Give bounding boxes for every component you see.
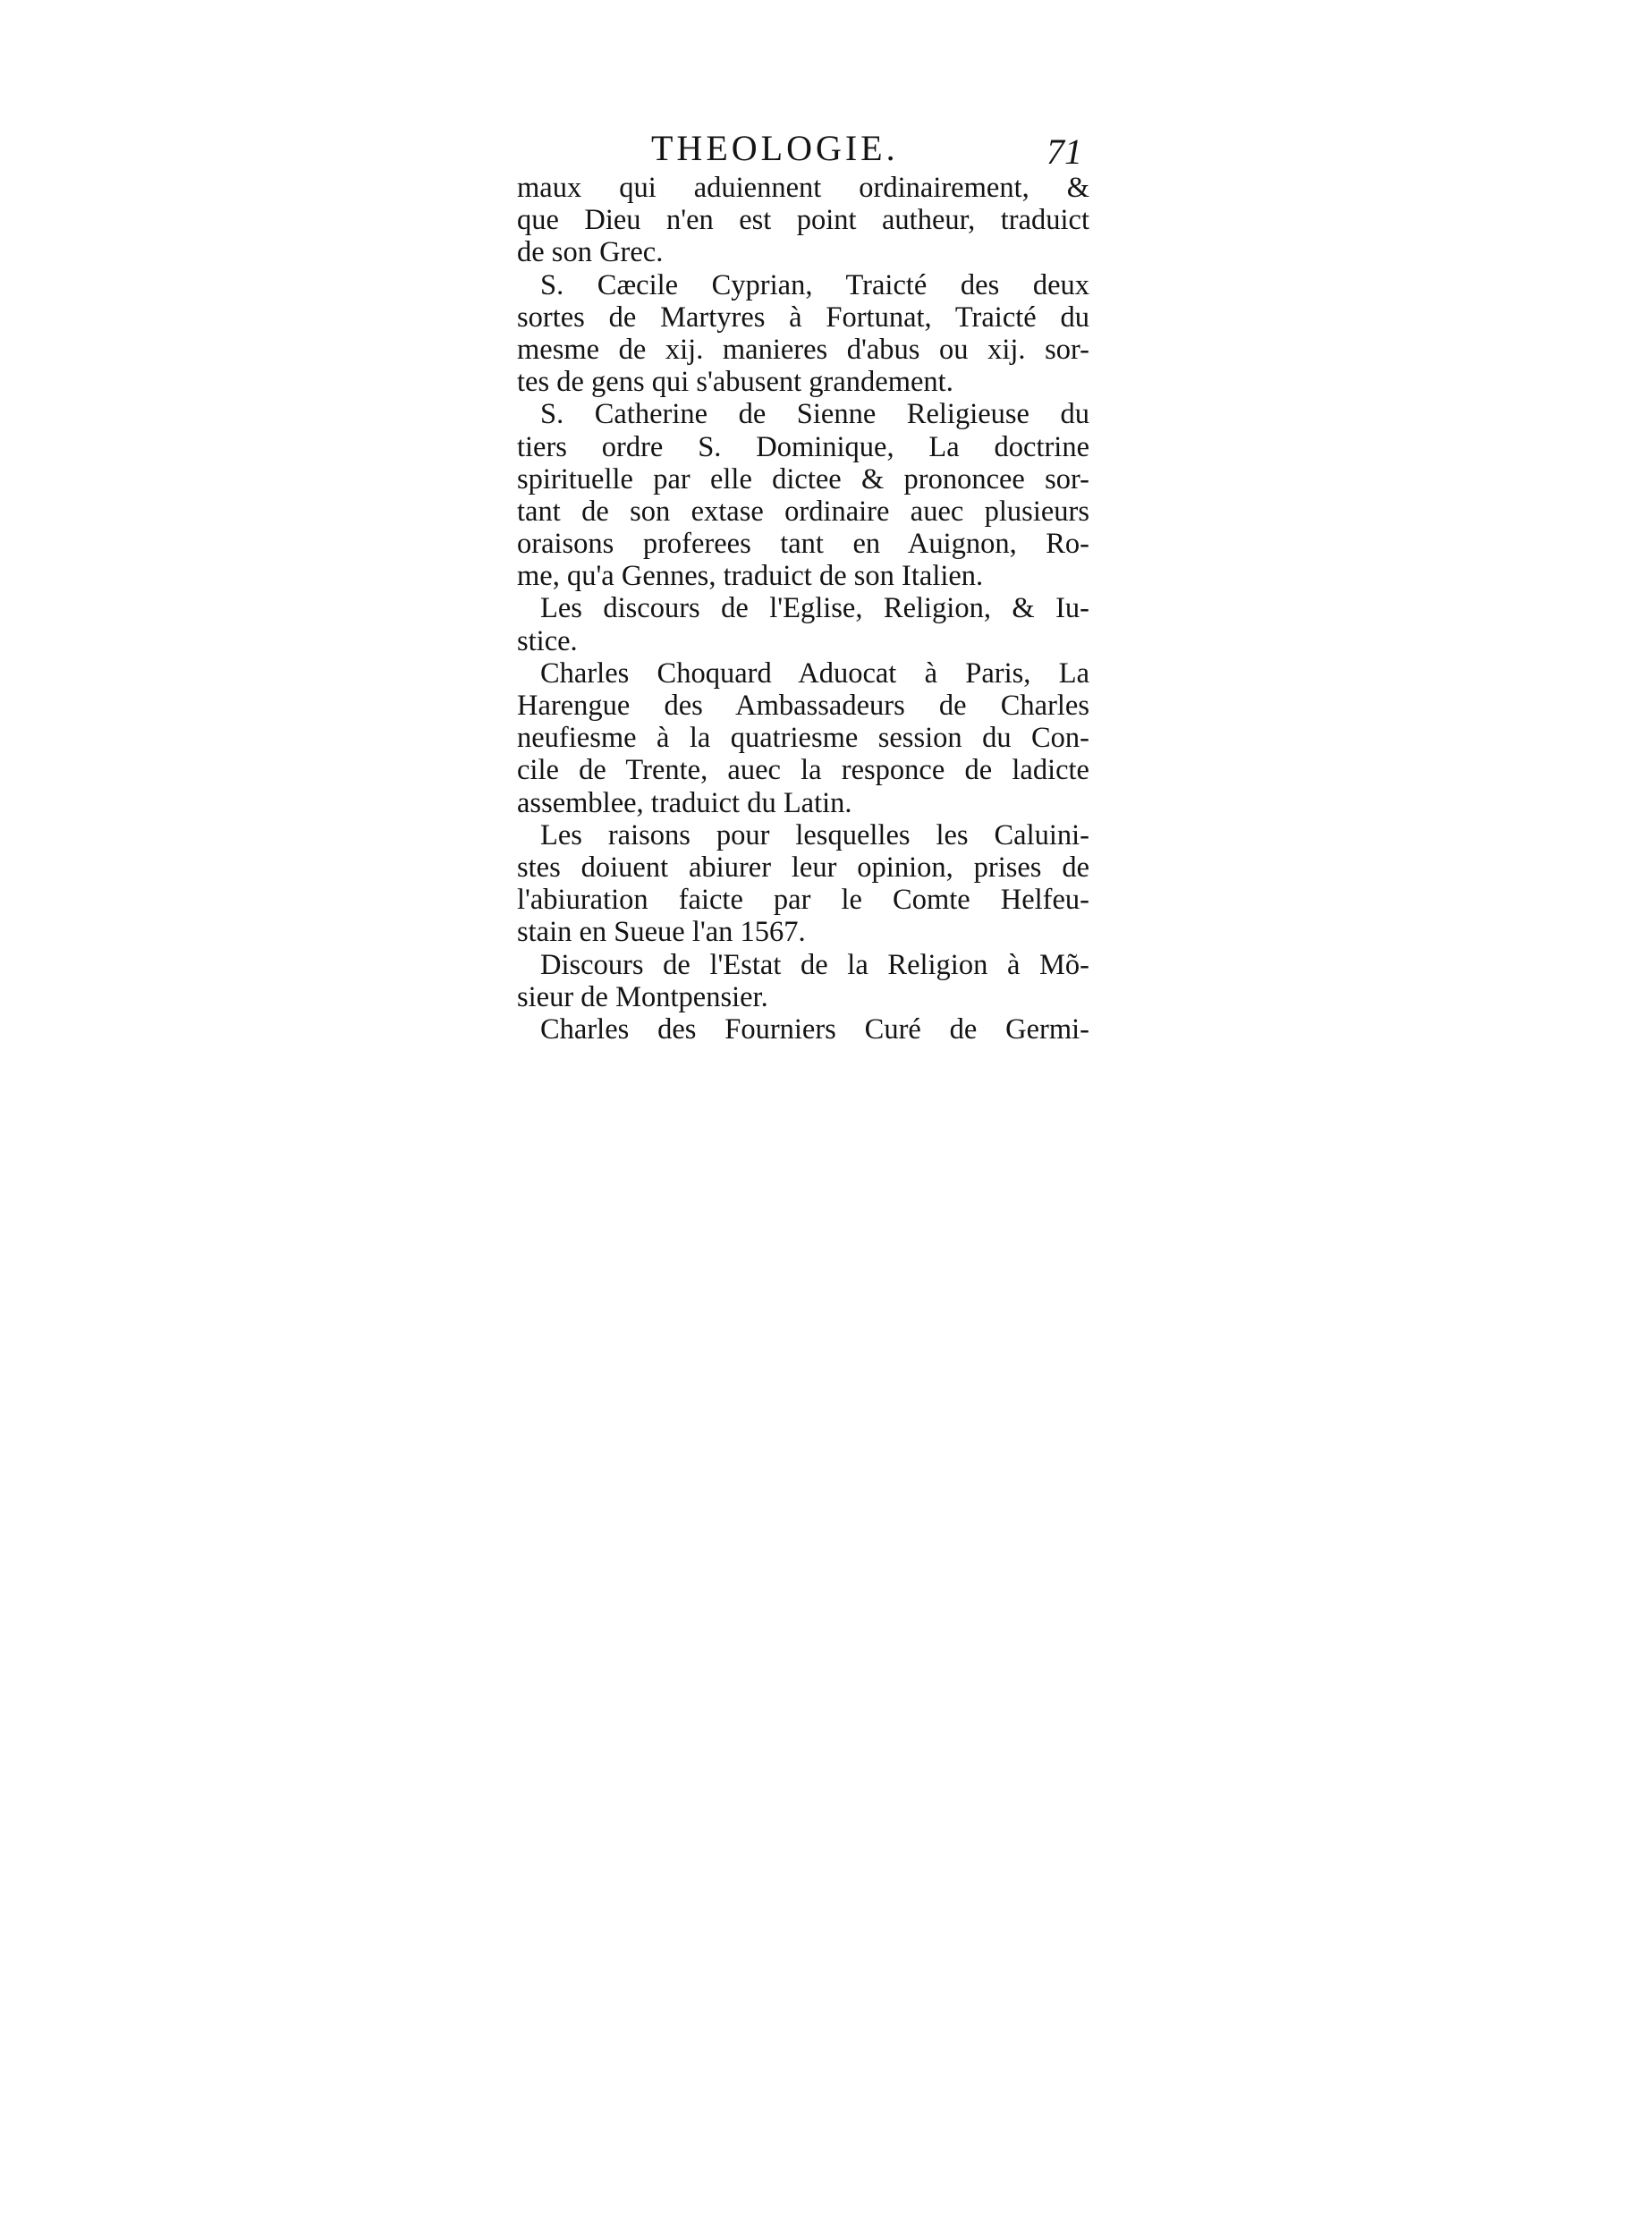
text-line: Charles des Fourniers Curé de Germi- (540, 1012, 1089, 1046)
bibliography-entry (517, 592, 1089, 656)
text-line: tant de son extase ordinaire auec plusieurs (517, 495, 1089, 528)
text-line: me, qu'a Gennes, traduict de son Italien. (517, 560, 984, 593)
text-line: Harengue des Ambassadeurs de Charles (517, 690, 1089, 722)
bibliography-entry (517, 172, 1089, 269)
page-number: 71 (1046, 131, 1082, 172)
text-line: Discours de l'Estat de la Religion à Mõ- (540, 948, 1089, 981)
running-title: THEOLOGIE. (651, 128, 899, 168)
bibliography-entry (517, 657, 1089, 819)
text-line: mesme de xij. manieres d'abus ou xij. sor- (517, 333, 1089, 366)
text-line: cile de Trente, auec la responce de ladicte (517, 754, 1089, 787)
text-line: Charles Choquard Aduocat à Paris, La (540, 656, 1089, 690)
text-line: sieur de Montpensier. (517, 980, 768, 1013)
text-line: assemblee, traduict du Latin. (517, 786, 852, 819)
text-line: tiers ordre S. Dominique, La doctrine (517, 430, 1089, 463)
text-line: tes de gens qui s'abusent grandement. (517, 366, 953, 399)
page-header (517, 125, 1089, 172)
bibliography-entry (517, 269, 1089, 399)
bibliography-entry (517, 949, 1089, 1013)
text-line: neufiesme à la quatriesme session du Con- (517, 722, 1089, 755)
text-line: Les raisons pour lesquelles les Caluini- (540, 818, 1089, 851)
text-line: oraisons proferees tant en Auignon, Ro- (517, 528, 1089, 561)
text-line: l'abiuration faicte par le Comte Helfeu- (517, 884, 1089, 917)
bibliography-entry (517, 1013, 1089, 1046)
text-line: stice. (517, 624, 578, 657)
text-block (517, 125, 1089, 1046)
text-line: stes doiuent abiurer leur opinion, prises de (517, 851, 1089, 884)
text-line: maux qui aduiennent ordinairement, & (517, 172, 1089, 204)
text-line: que Dieu n'en est point autheur, traduict (517, 204, 1089, 237)
text-line: Les discours de l'Eglise, Religion, & Iu- (540, 592, 1089, 625)
text-line: de son Grec. (517, 236, 664, 269)
text-line: S. Cæcile Cyprian, Traicté des deux (540, 268, 1089, 301)
text-line: S. Catherine de Sienne Religieuse du (540, 398, 1089, 431)
text-line: stain en Sueue l'an 1567. (517, 916, 806, 949)
text-line: sortes de Martyres à Fortunat, Traicté du (517, 301, 1089, 334)
bibliography-entry (517, 819, 1089, 949)
text-line: spirituelle par elle dictee & prononcee sor- (517, 462, 1089, 495)
bibliography-entry (517, 398, 1089, 592)
